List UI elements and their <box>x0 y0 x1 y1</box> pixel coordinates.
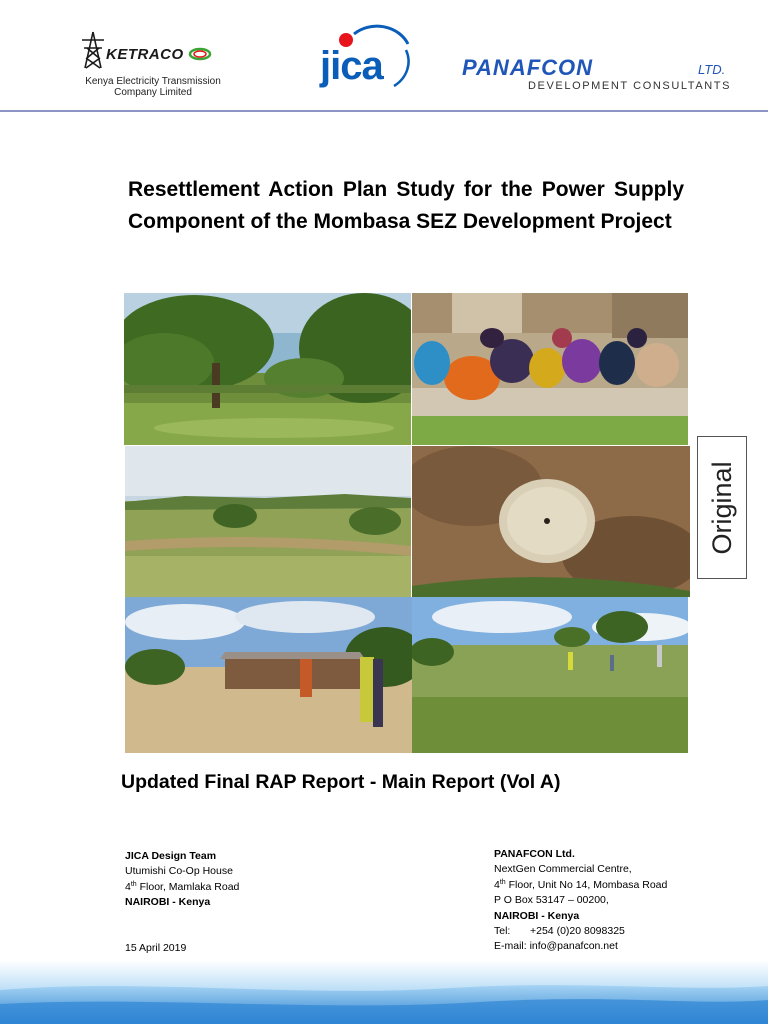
stamp-text: Original <box>707 460 737 555</box>
panafcon-address-email: E-mail: info@panafcon.net <box>494 940 618 953</box>
jica-team-city: NAIROBI - Kenya <box>125 896 211 909</box>
tel-value: +254 (0)20 8098325 <box>530 925 625 938</box>
photo-survey-marker <box>412 446 690 597</box>
panafcon-ltd: LTD. <box>698 62 726 77</box>
panafcon-address-line2: 4th Floor, Unit No 14, Mombasa Road <box>494 878 668 891</box>
panafcon-address-city: NAIROBI - Kenya <box>494 909 580 922</box>
original-stamp <box>697 436 747 579</box>
photo-trees-grassland <box>124 293 411 445</box>
jica-name: jica <box>320 44 383 88</box>
photo-homestead <box>125 597 412 753</box>
panafcon-address-line1: NextGen Commercial Centre, <box>494 863 632 876</box>
ketraco-swoosh-icon <box>188 46 212 62</box>
transmission-tower-icon <box>78 30 108 70</box>
panafcon-name: PANAFCON <box>462 55 594 80</box>
header-divider <box>0 110 768 112</box>
photo-field-survey <box>412 597 688 753</box>
jica-team-address <box>125 849 239 911</box>
panafcon-address <box>494 847 667 955</box>
panafcon-logo <box>460 52 750 98</box>
ketraco-subtitle-line2: Company Limited <box>114 87 192 98</box>
footer-wave-decoration <box>0 960 768 1024</box>
panafcon-address-tel <box>494 924 667 939</box>
photo-community-meeting <box>412 293 688 445</box>
ketraco-logo <box>58 28 248 100</box>
panafcon-address-line3: P O Box 53147 – 00200, <box>494 894 609 907</box>
panafcon-address-name: PANAFCON Ltd. <box>494 848 575 860</box>
report-subtitle: Updated Final RAP Report - Main Report (Vol A) <box>121 771 561 793</box>
document-title: Resettlement Action Plan Study for the Power Supply Component of the Mombasa SEZ Development Project <box>128 178 684 233</box>
jica-team-line1: Utumishi Co-Op House <box>125 865 233 878</box>
jica-team-line2: 4th Floor, Mamlaka Road <box>125 880 240 893</box>
tel-label: Tel: <box>494 925 511 938</box>
photo-open-savanna <box>125 446 411 597</box>
panafcon-tagline: DEVELOPMENT CONSULTANTS <box>528 80 732 92</box>
document-date: 15 April 2019 <box>125 942 187 954</box>
ketraco-name: KETRACO <box>106 46 184 63</box>
jica-team-name: JICA Design Team <box>125 850 217 862</box>
jica-logo <box>314 20 414 98</box>
ketraco-subtitle-line1: Kenya Electricity Transmission <box>85 76 221 87</box>
